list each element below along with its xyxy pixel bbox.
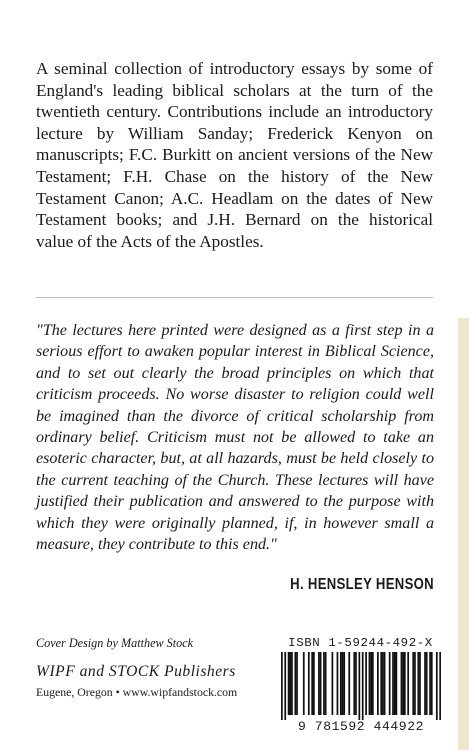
barcode-bar xyxy=(303,652,305,715)
barcode-bar xyxy=(291,652,293,715)
barcode-bar xyxy=(311,652,313,715)
barcode-bar xyxy=(318,652,320,715)
barcode-bar xyxy=(365,652,367,715)
section-divider xyxy=(36,297,433,298)
barcode-bar xyxy=(414,652,416,715)
barcode-bar xyxy=(294,652,296,715)
barcode-bar xyxy=(394,652,396,715)
barcode-bar xyxy=(426,652,428,715)
barcode-bar xyxy=(288,652,290,715)
barcode-bar xyxy=(369,652,371,715)
barcode-bar xyxy=(396,652,398,715)
barcode-bar xyxy=(382,652,384,715)
isbn-barcode xyxy=(281,652,441,720)
barcode-bar xyxy=(412,652,414,715)
barcode-bar xyxy=(296,652,298,715)
barcode-bar xyxy=(325,652,327,715)
barcode-bar xyxy=(401,652,403,715)
barcode-bar xyxy=(340,652,342,715)
barcode-bar xyxy=(392,652,394,715)
barcode-bar xyxy=(431,652,433,715)
barcode-bar xyxy=(348,652,350,715)
barcode-bar xyxy=(284,652,286,720)
barcode-bar xyxy=(370,652,372,715)
cover-design-credit: Cover Design by Matthew Stock xyxy=(36,636,194,650)
barcode-bar xyxy=(337,652,339,715)
barcode-bar xyxy=(281,652,283,720)
barcode-bar xyxy=(439,652,441,720)
barcode-bar xyxy=(320,652,322,715)
barcode-bar xyxy=(380,652,382,715)
barcode-bar xyxy=(353,652,355,715)
barcode-bar xyxy=(417,652,419,715)
barcode-bar xyxy=(384,652,386,715)
barcode-bar xyxy=(343,652,345,715)
barcode-bar xyxy=(358,652,360,720)
barcode-bar xyxy=(404,652,406,715)
barcode-bar xyxy=(402,652,404,715)
barcode-bar xyxy=(377,652,379,715)
barcode-bar xyxy=(332,652,334,715)
barcode-bar xyxy=(424,652,426,715)
barcode-bar xyxy=(355,652,357,715)
barcode-bar xyxy=(419,652,421,715)
barcode-bar xyxy=(313,652,315,715)
barcode-bar xyxy=(342,652,344,715)
barcode-bar xyxy=(323,652,325,715)
publisher-name: WIPF and STOCK Publishers xyxy=(36,663,236,680)
barcode-bar xyxy=(436,652,438,720)
barcode-bar xyxy=(372,652,374,715)
barcode-bar xyxy=(429,652,431,715)
isbn-label: ISBN 1-59244-492-X xyxy=(288,636,433,650)
endorsement-quote: "The lectures here printed were designed as a first step in a serious effort to awaken popular interest in Biblical Science, and to set out clearly the broad principles on which that criticism proceeds. No worse disaster to religion could well be imagined than the divorce of critical scholarship from ordinary belief. Criticism must not be allowed to take an esoteric character, but, at all hazards, must be held closely to the current teaching of the Church. These lectures will have justified their publication and answered to the purpose with which they were originally planned, if, in however small a measure, they contribute to this end." xyxy=(36,322,434,554)
quote-author: H. HENSLEY HENSON xyxy=(290,576,434,593)
back-cover-blurb: A seminal collection of introductory essays by some of England's leading biblical scholars at the turn of the twentieth century. Contributions include an introductory lecture by William Sanday; Frederick Kenyon on manuscripts; F.C. Burkitt on ancient versions of the New Testament; F.H. Chase on the history of the New Testament Canon; A.C. Headlam on the dates of New Testament books; and J.H. Bernard on the historical value of the Acts of the Apostles. xyxy=(36,59,433,251)
barcode-bar xyxy=(289,652,291,715)
barcode-bar xyxy=(308,652,310,715)
publisher-address: Eugene, Oregon • www.wipfandstock.com xyxy=(36,685,238,699)
edge-strip xyxy=(458,318,469,750)
barcode-bar xyxy=(407,652,409,715)
barcode-bar xyxy=(362,652,364,720)
barcode-digits: 9 781592 444922 xyxy=(297,719,425,734)
barcode-bar xyxy=(389,652,391,715)
